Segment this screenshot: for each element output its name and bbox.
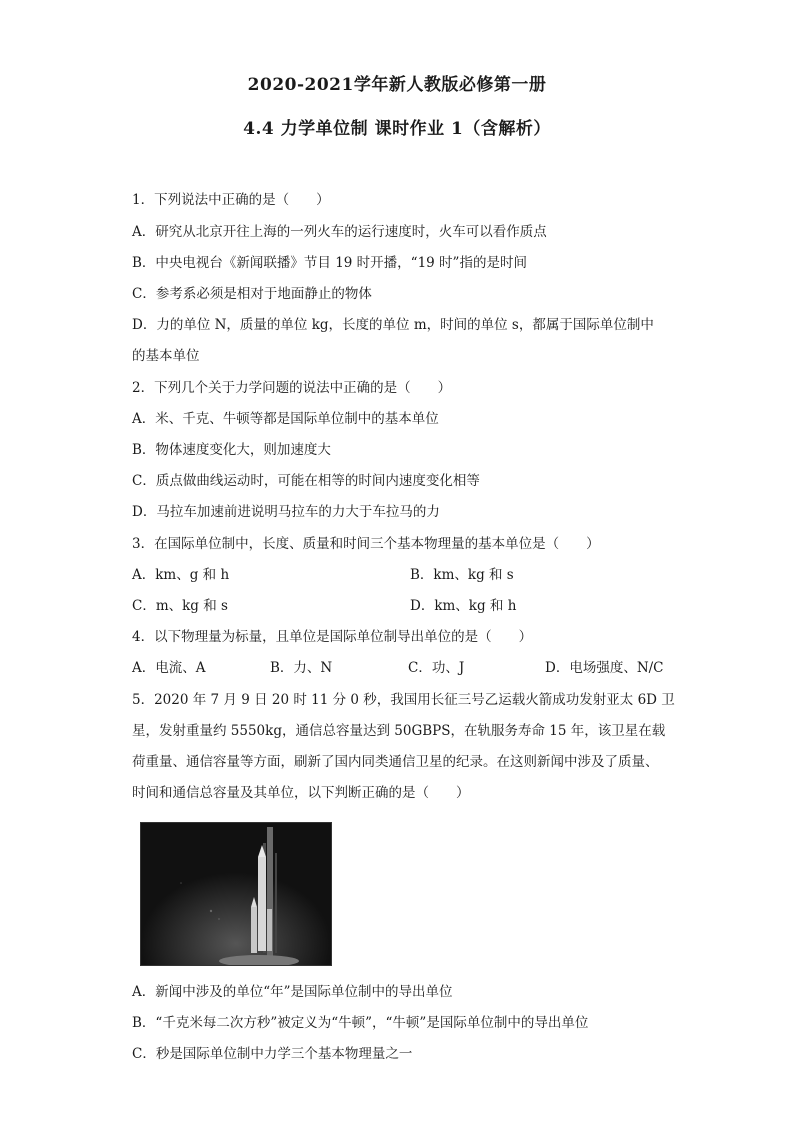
q2-option-b: B．物体速度变化大，则加速度大 xyxy=(132,442,331,458)
q3-option-a: A．km、g 和 h xyxy=(132,567,230,583)
q5-stem-line-1: 5．2020 年 7 月 9 日 20 时 11 分 0 秒，我国用长征三号乙运载火箭成功发射亚太 6D 卫 xyxy=(132,692,675,708)
q1-stem: 1．下列说法中正确的是（ ） xyxy=(132,192,330,208)
q1-option-d-cont: 的基本单位 xyxy=(132,348,200,364)
q4-option-b: B．力、N xyxy=(270,660,333,676)
q5-option-a: A．新闻中涉及的单位“年”是国际单位制中的导出单位 xyxy=(132,984,453,1000)
q1-option-d: D．力的单位 N，质量的单位 kg，长度的单位 m，时间的单位 s，都属于国际单位制中 xyxy=(132,317,654,333)
title-line-1: 2020-2021学年新人教版必修第一册 xyxy=(247,75,547,95)
q4-option-a: A．电流、A xyxy=(132,660,206,676)
q2-option-a: A．米、千克、牛顿等都是国际单位制中的基本单位 xyxy=(132,411,439,427)
q5-stem-line-2: 星，发射重量约 5550kg，通信总容量达到 50GBPS，在轨服务寿命 15 年，该卫星在载 xyxy=(132,723,666,739)
rocket-launch-image xyxy=(141,823,331,965)
q5-option-c: C．秒是国际单位制中力学三个基本物理量之一 xyxy=(132,1046,413,1062)
rocket-launch-photo xyxy=(140,822,332,966)
q3-option-d: D．km、kg 和 h xyxy=(410,598,517,614)
q5-stem-line-3: 荷重量、通信容量等方面，刷新了国内同类通信卫星的纪录。在这则新闻中涉及了质量、 xyxy=(132,754,659,770)
q5-stem-line-4: 时间和通信总容量及其单位，以下判断正确的是（ ） xyxy=(132,785,470,801)
q1-option-c: C．参考系必须是相对于地面静止的物体 xyxy=(132,286,372,302)
q4-stem: 4．以下物理量为标量，且单位是国际单位制导出单位的是（ ） xyxy=(132,629,533,645)
q3-option-b: B．km、kg 和 s xyxy=(410,567,514,583)
q2-option-c: C．质点做曲线运动时，可能在相等的时间内速度变化相等 xyxy=(132,473,480,489)
q3-option-c: C．m、kg 和 s xyxy=(132,598,228,614)
q2-option-d: D．马拉车加速前进说明马拉车的力大于车拉马的力 xyxy=(132,504,440,520)
q3-stem: 3．在国际单位制中，长度、质量和时间三个基本物理量的基本单位是（ ） xyxy=(132,536,600,552)
q4-option-c: C．功、J xyxy=(408,660,465,676)
q1-option-a: A．研究从北京开往上海的一列火车的运行速度时，火车可以看作质点 xyxy=(132,224,547,240)
q5-option-b: B．“千克米每二次方秒”被定义为“牛顿”，“牛顿”是国际单位制中的导出单位 xyxy=(132,1015,589,1031)
q1-option-b: B．中央电视台《新闻联播》节目 19 时开播，“19 时”指的是时间 xyxy=(132,255,527,271)
q4-option-d: D．电场强度、N/C xyxy=(545,660,664,676)
q2-stem: 2．下列几个关于力学问题的说法中正确的是（ ） xyxy=(132,380,452,396)
title-line-2: 4.4 力学单位制 课时作业 1（含解析） xyxy=(243,119,551,139)
